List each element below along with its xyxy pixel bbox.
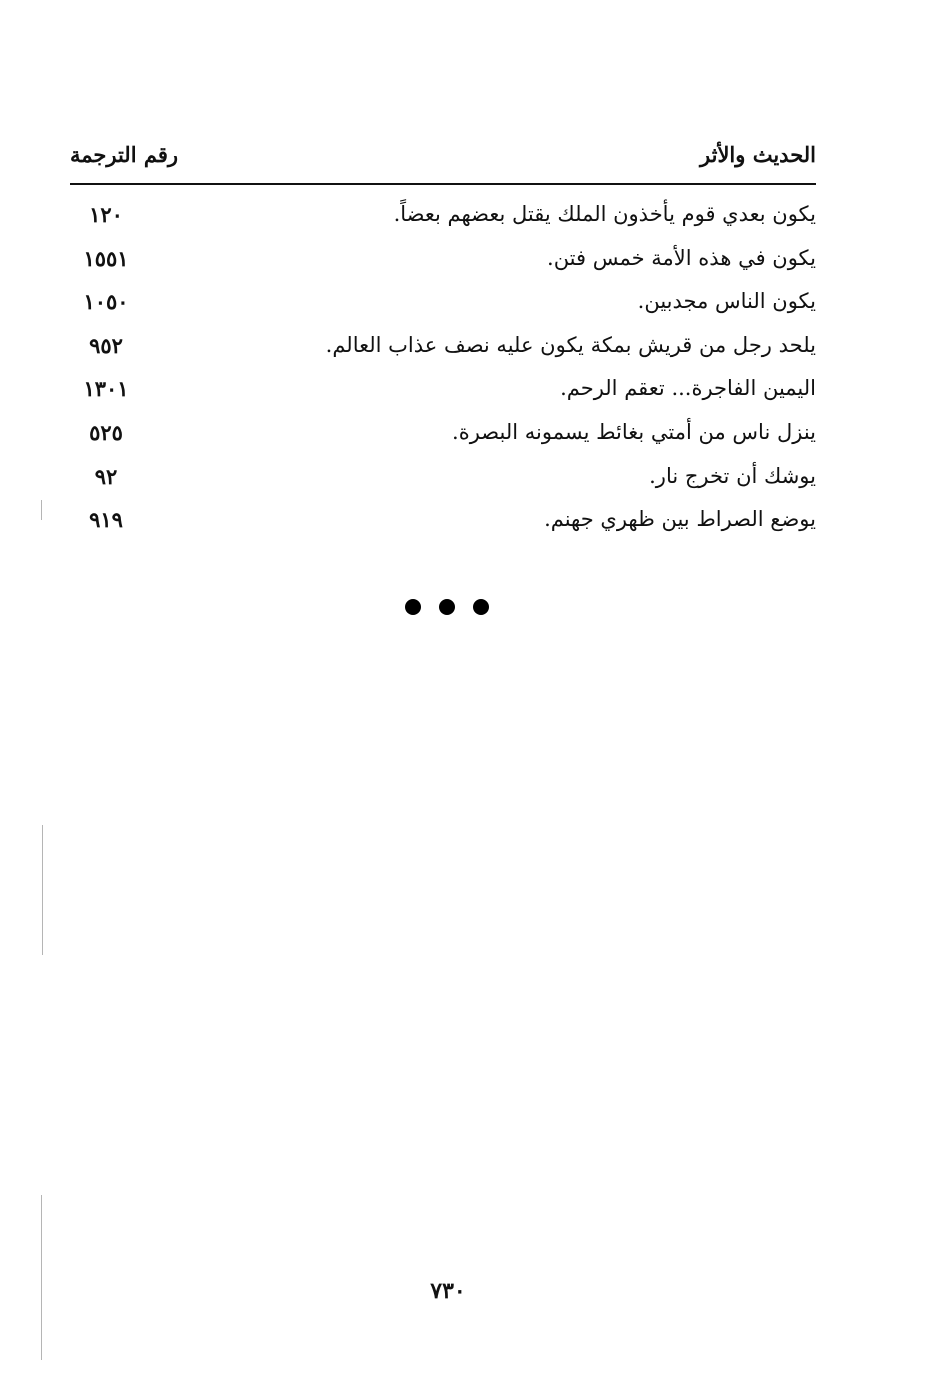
header-rule: [70, 183, 816, 185]
index-entry: [70, 458, 816, 502]
entry-number: ١٠٥٠: [83, 289, 129, 315]
hadith-column-heading: الحديث والأثر: [700, 142, 816, 167]
index-entry: [70, 414, 816, 458]
ornament-dot: [405, 599, 421, 615]
index-entry: [70, 501, 816, 545]
page-number: ٧٣٠: [430, 1278, 466, 1304]
scan-edge-line: [42, 825, 43, 955]
entry-number: ١٥٥١: [83, 245, 129, 271]
entry-text: يكون بعدي قوم يأخذون الملك يقتل بعضهم بعضاً.: [393, 202, 816, 226]
index-header: [70, 138, 816, 174]
entry-text: ينزل ناس من أمتي بغائط يسمونه البصرة.: [452, 419, 816, 444]
entry-number: ٩١٩: [89, 507, 123, 533]
ornament-dot: [473, 599, 489, 615]
section-end-ornament: [405, 597, 489, 617]
index-entry: [70, 196, 816, 240]
entry-number: ١٣٠١: [83, 376, 129, 402]
entry-number: ٩٥٢: [89, 332, 123, 358]
entry-number: ٥٢٥: [89, 419, 123, 445]
entry-text: اليمين الفاجرة... تعقم الرحم.: [560, 376, 816, 401]
entry-text: يلحد رجل من قريش بمكة يكون عليه نصف عذاب العالم.: [325, 332, 816, 357]
entry-text: يوشك أن تخرج نار.: [649, 463, 816, 488]
scan-edge-line: [41, 500, 42, 520]
biography-number-column-heading: رقم الترجمة: [70, 142, 179, 167]
entry-number: ٩٢: [94, 463, 118, 489]
index-entries: [70, 196, 816, 545]
scan-edge-line: [41, 1195, 42, 1360]
ornament-dot: [439, 599, 455, 615]
index-entry: [70, 327, 816, 371]
index-entry: [70, 283, 816, 327]
index-entry: [70, 370, 816, 414]
entry-text: يوضع الصراط بين ظهري جهنم.: [544, 507, 816, 532]
index-entry: [70, 240, 816, 284]
entry-text: يكون في هذه الأمة خمس فتن.: [547, 245, 816, 270]
entry-text: يكون الناس مجدبين.: [637, 289, 816, 314]
entry-number: ١٢٠: [89, 202, 123, 227]
